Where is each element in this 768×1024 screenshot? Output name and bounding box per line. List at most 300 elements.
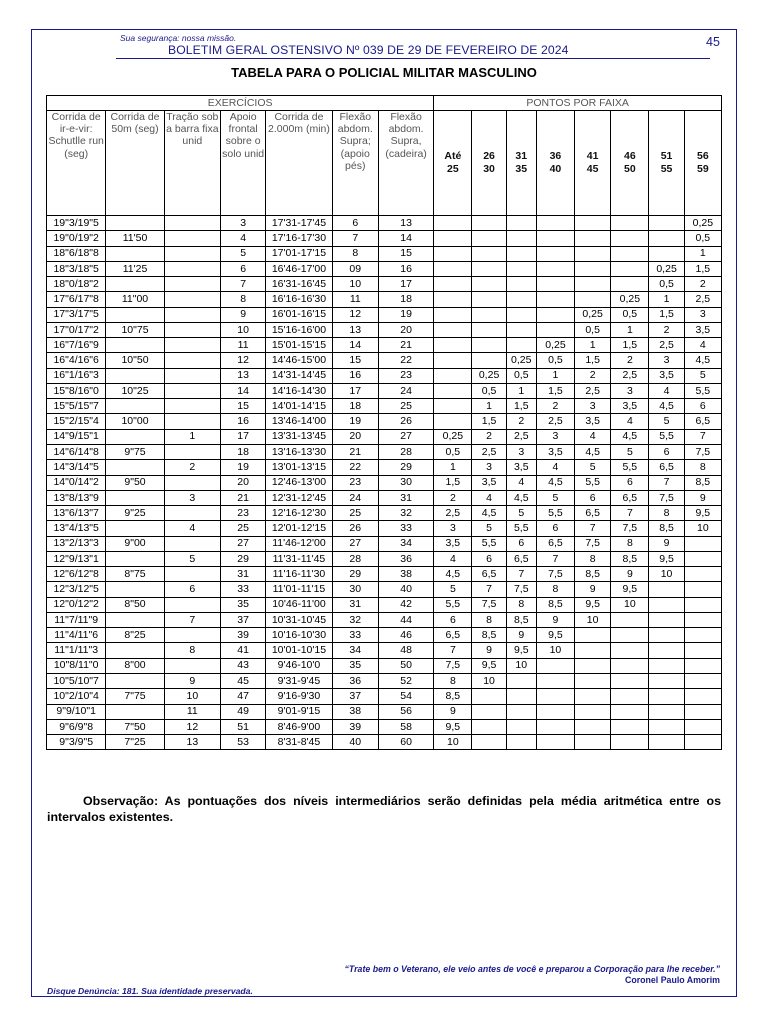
table-cell (684, 658, 721, 673)
table-cell: 3 (472, 460, 506, 475)
table-cell (472, 353, 506, 368)
table-cell: 17'16-17'30 (266, 231, 332, 246)
table-cell (684, 582, 721, 597)
table-row (47, 383, 722, 398)
table-cell: 40 (378, 582, 433, 597)
table-cell: 16'16-16'30 (266, 292, 332, 307)
table-cell: 18 (332, 399, 378, 414)
table-cell: 58 (378, 719, 433, 734)
table-cell: 5,5 (472, 536, 506, 551)
table-cell: 0,5 (472, 383, 506, 398)
table-cell (611, 246, 649, 261)
table-cell: 7 (684, 429, 721, 444)
table-cell (434, 414, 472, 429)
table-cell: 19 (378, 307, 433, 322)
table-cell (684, 551, 721, 566)
table-cell: 4 (221, 231, 266, 246)
age-band-part: 50 (624, 163, 636, 175)
table-row (47, 399, 722, 414)
table-cell: 3,5 (649, 368, 684, 383)
table-cell: 3,5 (536, 444, 574, 459)
table-cell (106, 429, 164, 444)
table-cell (536, 261, 574, 276)
table-cell (575, 735, 611, 750)
table-cell: 7 (472, 582, 506, 597)
table-cell (611, 612, 649, 627)
table-cell: 6 (611, 475, 649, 490)
table-cell: 6 (684, 399, 721, 414)
table-cell: 16'01-16'15 (266, 307, 332, 322)
table-cell (434, 353, 472, 368)
table-cell (106, 704, 164, 719)
table-row (47, 353, 722, 368)
table-cell (472, 307, 506, 322)
table-cell: 9"9/10"1 (47, 704, 106, 719)
table-cell: 11 (164, 704, 220, 719)
table-cell: 5,5 (575, 475, 611, 490)
table-cell: 1 (472, 399, 506, 414)
table-cell: 4 (164, 521, 220, 536)
table-cell: 9 (684, 490, 721, 505)
table-cell (164, 338, 220, 353)
table-cell (106, 582, 164, 597)
table-cell: 2,5 (434, 506, 472, 521)
table-cell (164, 399, 220, 414)
table-cell (611, 216, 649, 231)
table-cell: 51 (221, 719, 266, 734)
table-cell: 13'16-13'30 (266, 444, 332, 459)
table-cell (106, 551, 164, 566)
table-cell (472, 231, 506, 246)
table-cell (575, 277, 611, 292)
table-row (47, 521, 722, 536)
table-cell: 15"2/15"4 (47, 414, 106, 429)
table-cell: 8 (164, 643, 220, 658)
table-row (47, 612, 722, 627)
table-cell: 8 (221, 292, 266, 307)
table-cell: 4 (575, 429, 611, 444)
table-cell: 7,5 (684, 444, 721, 459)
table-cell: 1 (506, 383, 536, 398)
table-cell: 6 (221, 261, 266, 276)
table-cell: 4,5 (611, 429, 649, 444)
table-cell: 15 (221, 399, 266, 414)
table-cell: 37 (221, 612, 266, 627)
table-cell: 21 (332, 444, 378, 459)
table-row (47, 704, 722, 719)
table-cell: 2,5 (649, 338, 684, 353)
table-cell: 8,5 (536, 597, 574, 612)
age-band-part: 56 (696, 150, 709, 162)
table-cell (575, 261, 611, 276)
table-cell: 9'46-10'0 (266, 658, 332, 673)
table-cell: 7 (649, 475, 684, 490)
table-cell: 9,5 (536, 628, 574, 643)
table-cell: 0,25 (506, 353, 536, 368)
table-cell: 13'31-13'45 (266, 429, 332, 444)
table-cell (536, 246, 574, 261)
table-cell: 27 (221, 536, 266, 551)
table-cell (684, 704, 721, 719)
table-cell: 18"3/18"5 (47, 261, 106, 276)
table-cell (649, 231, 684, 246)
table-cell (506, 307, 536, 322)
table-cell (434, 338, 472, 353)
table-cell: 13"6/13"7 (47, 506, 106, 521)
table-cell: 4,5 (506, 490, 536, 505)
table-cell: 8 (611, 536, 649, 551)
table-cell: 10"75 (106, 322, 164, 337)
table-cell: 9 (434, 704, 472, 719)
table-cell (611, 735, 649, 750)
table-cell: 5 (536, 490, 574, 505)
observation-label: Observação: (83, 794, 159, 808)
table-cell: 10"2/10"4 (47, 689, 106, 704)
table-cell: 11'25 (106, 261, 164, 276)
table-cell (575, 704, 611, 719)
table-cell: 1 (575, 338, 611, 353)
table-cell (106, 490, 164, 505)
table-cell: 4,5 (472, 506, 506, 521)
table-cell (434, 399, 472, 414)
table-cell: 5,5 (649, 429, 684, 444)
table-cell (611, 673, 649, 688)
table-cell: 7"50 (106, 719, 164, 734)
table-cell: 27 (332, 536, 378, 551)
exercise-header: Corrida de 50m (seg) (106, 111, 164, 216)
table-cell: 5 (611, 444, 649, 459)
table-cell: 20 (332, 429, 378, 444)
table-cell: 19 (332, 414, 378, 429)
table-cell (106, 246, 164, 261)
table-cell: 48 (378, 643, 433, 658)
table-cell: 3 (684, 307, 721, 322)
table-cell (472, 704, 506, 719)
age-band-part: 35 (515, 163, 528, 175)
table-cell: 4 (611, 414, 649, 429)
table-cell (536, 658, 574, 673)
table-cell (164, 597, 220, 612)
table-cell: 10'16-10'30 (266, 628, 332, 643)
table-cell: 28 (378, 444, 433, 459)
table-cell (164, 444, 220, 459)
table-cell: 4 (434, 551, 472, 566)
table-cell: 11'16-11'30 (266, 567, 332, 582)
table-cell (611, 643, 649, 658)
table-cell (536, 322, 574, 337)
table-cell: 3,5 (684, 322, 721, 337)
table-cell: 13"4/13"5 (47, 521, 106, 536)
table-cell: 8,5 (472, 628, 506, 643)
table-cell (575, 246, 611, 261)
table-cell (164, 368, 220, 383)
table-cell (575, 689, 611, 704)
table-cell (536, 704, 574, 719)
table-cell: 23 (332, 475, 378, 490)
table-cell: 2,5 (611, 368, 649, 383)
table-cell (506, 231, 536, 246)
table-cell: 4,5 (649, 399, 684, 414)
table-cell (536, 216, 574, 231)
table-cell: 17 (221, 429, 266, 444)
table-cell: 31 (378, 490, 433, 505)
table-cell: 0,25 (611, 292, 649, 307)
table-cell: 9'01-9'15 (266, 704, 332, 719)
table-cell: 8"25 (106, 628, 164, 643)
table-cell: 10 (611, 597, 649, 612)
footer-hotline: Disque Denúncia: 181. Sua identidade preservada. (47, 986, 253, 996)
table-cell: 21 (378, 338, 433, 353)
table-cell: 0,25 (684, 216, 721, 231)
table-cell (472, 719, 506, 734)
table-cell: 26 (378, 414, 433, 429)
table-cell: 37 (332, 689, 378, 704)
table-cell: 17"6/17"8 (47, 292, 106, 307)
table-cell: 14 (378, 231, 433, 246)
table-cell: 5,5 (611, 460, 649, 475)
table-cell: 1,5 (506, 399, 536, 414)
table-cell (506, 719, 536, 734)
age-band-part: 41 (586, 150, 599, 162)
table-cell: 7 (164, 612, 220, 627)
table-cell: 46 (378, 628, 433, 643)
table-cell: 17"3/17"5 (47, 307, 106, 322)
table-cell: 2,5 (506, 429, 536, 444)
table-cell (649, 689, 684, 704)
table-cell: 5,5 (536, 506, 574, 521)
table-cell: 15"5/15"7 (47, 399, 106, 414)
table-cell (684, 719, 721, 734)
exercise-header: Corrida de ir-e-vir: Schutlle run (seg) (47, 111, 106, 216)
table-cell: 56 (378, 704, 433, 719)
column-header-row (47, 111, 722, 216)
table-cell: 12"0/12"2 (47, 597, 106, 612)
age-band-header (649, 111, 684, 216)
table-cell (575, 643, 611, 658)
table-cell: 16'46-17'00 (266, 261, 332, 276)
table-cell: 4,5 (536, 475, 574, 490)
table-cell (684, 689, 721, 704)
table-cell (649, 735, 684, 750)
table-cell: 9,5 (611, 582, 649, 597)
table-cell (472, 261, 506, 276)
table-cell (506, 689, 536, 704)
table-cell: 1 (536, 368, 574, 383)
table-cell (611, 628, 649, 643)
table-cell: 6 (506, 536, 536, 551)
table-cell: 19"3/19"5 (47, 216, 106, 231)
table-cell: 11"4/11"6 (47, 628, 106, 643)
table-cell: 0,5 (536, 353, 574, 368)
table-cell (611, 689, 649, 704)
table-cell: 6,5 (536, 536, 574, 551)
table-cell: 34 (378, 536, 433, 551)
table-cell: 6,5 (684, 414, 721, 429)
table-cell: 3 (649, 353, 684, 368)
table-row (47, 689, 722, 704)
table-row (47, 597, 722, 612)
table-row (47, 673, 722, 688)
table-cell: 1,5 (611, 338, 649, 353)
table-cell: 6 (332, 216, 378, 231)
table-cell: 9"3/9"5 (47, 735, 106, 750)
table-cell: 1,5 (649, 307, 684, 322)
table-cell (164, 536, 220, 551)
table-cell: 33 (332, 628, 378, 643)
table-cell: 2 (611, 353, 649, 368)
table-cell (106, 368, 164, 383)
table-cell: 31 (332, 597, 378, 612)
footer-author: Coronel Paulo Amorim (625, 975, 720, 985)
table-cell: 12'16-12'30 (266, 506, 332, 521)
motto-text: Sua segurança: nossa missão. (120, 33, 237, 43)
table-cell: 3,5 (575, 414, 611, 429)
table-cell: 12"9/13"1 (47, 551, 106, 566)
table-cell: 16'31-16'45 (266, 277, 332, 292)
table-cell: 5 (649, 414, 684, 429)
table-cell: 13"2/13"3 (47, 536, 106, 551)
age-band-part: 25 (447, 163, 459, 175)
table-cell (106, 673, 164, 688)
table-row (47, 307, 722, 322)
table-cell (575, 292, 611, 307)
table-cell: 2 (684, 277, 721, 292)
table-row (47, 735, 722, 750)
table-cell (684, 612, 721, 627)
table-row (47, 246, 722, 261)
table-cell: 2 (575, 368, 611, 383)
table-cell: 5,5 (506, 521, 536, 536)
table-cell: 11"00 (106, 292, 164, 307)
table-cell (164, 231, 220, 246)
age-band-header (536, 111, 574, 216)
table-cell (434, 246, 472, 261)
table-cell (106, 277, 164, 292)
table-body (47, 216, 722, 750)
table-cell: 14 (221, 383, 266, 398)
table-cell: 9 (536, 612, 574, 627)
table-cell (506, 322, 536, 337)
table-row (47, 414, 722, 429)
table-cell: 10 (649, 567, 684, 582)
table-cell: 23 (221, 506, 266, 521)
table-cell (164, 383, 220, 398)
table-cell: 50 (378, 658, 433, 673)
table-cell: 14"9/15"1 (47, 429, 106, 444)
table-cell: 2,5 (575, 383, 611, 398)
table-cell (684, 735, 721, 750)
table-cell: 10 (221, 322, 266, 337)
table-cell: 9"50 (106, 475, 164, 490)
table-cell (472, 277, 506, 292)
table-cell: 7"25 (106, 735, 164, 750)
table-cell (575, 231, 611, 246)
table-cell: 12 (221, 353, 266, 368)
table-cell: 4,5 (434, 567, 472, 582)
table-cell: 9 (472, 643, 506, 658)
age-band-part: 59 (696, 163, 709, 175)
table-cell: 5,5 (434, 597, 472, 612)
table-cell (506, 338, 536, 353)
table-cell: 8,5 (684, 475, 721, 490)
table-row (47, 506, 722, 521)
table-cell: 16"1/16"3 (47, 368, 106, 383)
table-cell: 5 (684, 368, 721, 383)
table-cell: 23 (378, 368, 433, 383)
table-cell (536, 673, 574, 688)
table-cell: 8'46-9'00 (266, 719, 332, 734)
table-cell: 11'50 (106, 231, 164, 246)
table-cell: 60 (378, 735, 433, 750)
table-cell: 8"75 (106, 567, 164, 582)
age-band-part: 40 (549, 163, 562, 175)
footer-quote: “Trate bem o Veterano, ele veio antes de você e preparou a Corporação para lhe receber.” (344, 964, 720, 974)
table-row (47, 536, 722, 551)
table-cell: 16"7/16"9 (47, 338, 106, 353)
table-cell: 3 (536, 429, 574, 444)
table-cell (649, 643, 684, 658)
table-cell: 19 (221, 460, 266, 475)
table-cell: 0,5 (434, 444, 472, 459)
table-cell: 0,25 (472, 368, 506, 383)
table-cell (649, 216, 684, 231)
table-cell (649, 246, 684, 261)
table-cell (106, 307, 164, 322)
table-cell: 0,5 (611, 307, 649, 322)
table-cell: 8 (472, 612, 506, 627)
table-cell (536, 735, 574, 750)
table-cell (506, 246, 536, 261)
table-cell: 7 (506, 567, 536, 582)
table-cell: 8"00 (106, 658, 164, 673)
table-cell: 9"00 (106, 536, 164, 551)
table-cell (472, 338, 506, 353)
table-cell (106, 643, 164, 658)
table-cell: 7 (221, 277, 266, 292)
table-cell: 4 (684, 338, 721, 353)
table-cell: 9"25 (106, 506, 164, 521)
table-cell: 9 (506, 628, 536, 643)
table-cell: 0,5 (575, 322, 611, 337)
table-row (47, 628, 722, 643)
table-cell: 9,5 (434, 719, 472, 734)
table-cell (472, 216, 506, 231)
observation-note (47, 793, 721, 825)
table-cell: 11 (221, 338, 266, 353)
table-cell: 6 (164, 582, 220, 597)
table-cell (164, 277, 220, 292)
table-cell: 6 (649, 444, 684, 459)
table-cell: 25 (378, 399, 433, 414)
table-cell: 1,5 (575, 353, 611, 368)
table-cell (506, 216, 536, 231)
table-cell: 28 (332, 551, 378, 566)
table-cell (106, 216, 164, 231)
table-row (47, 338, 722, 353)
table-cell: 9 (649, 536, 684, 551)
table-cell: 26 (332, 521, 378, 536)
table-cell: 8 (332, 246, 378, 261)
table-cell: 20 (378, 322, 433, 337)
age-band-part: 36 (549, 150, 562, 162)
table-cell: 33 (221, 582, 266, 597)
table-cell: 17"0/17"2 (47, 322, 106, 337)
table-cell: 35 (332, 658, 378, 673)
table-cell: 2 (506, 414, 536, 429)
table-cell: 1 (611, 322, 649, 337)
table-cell: 11'01-11'15 (266, 582, 332, 597)
table-cell: 22 (378, 353, 433, 368)
